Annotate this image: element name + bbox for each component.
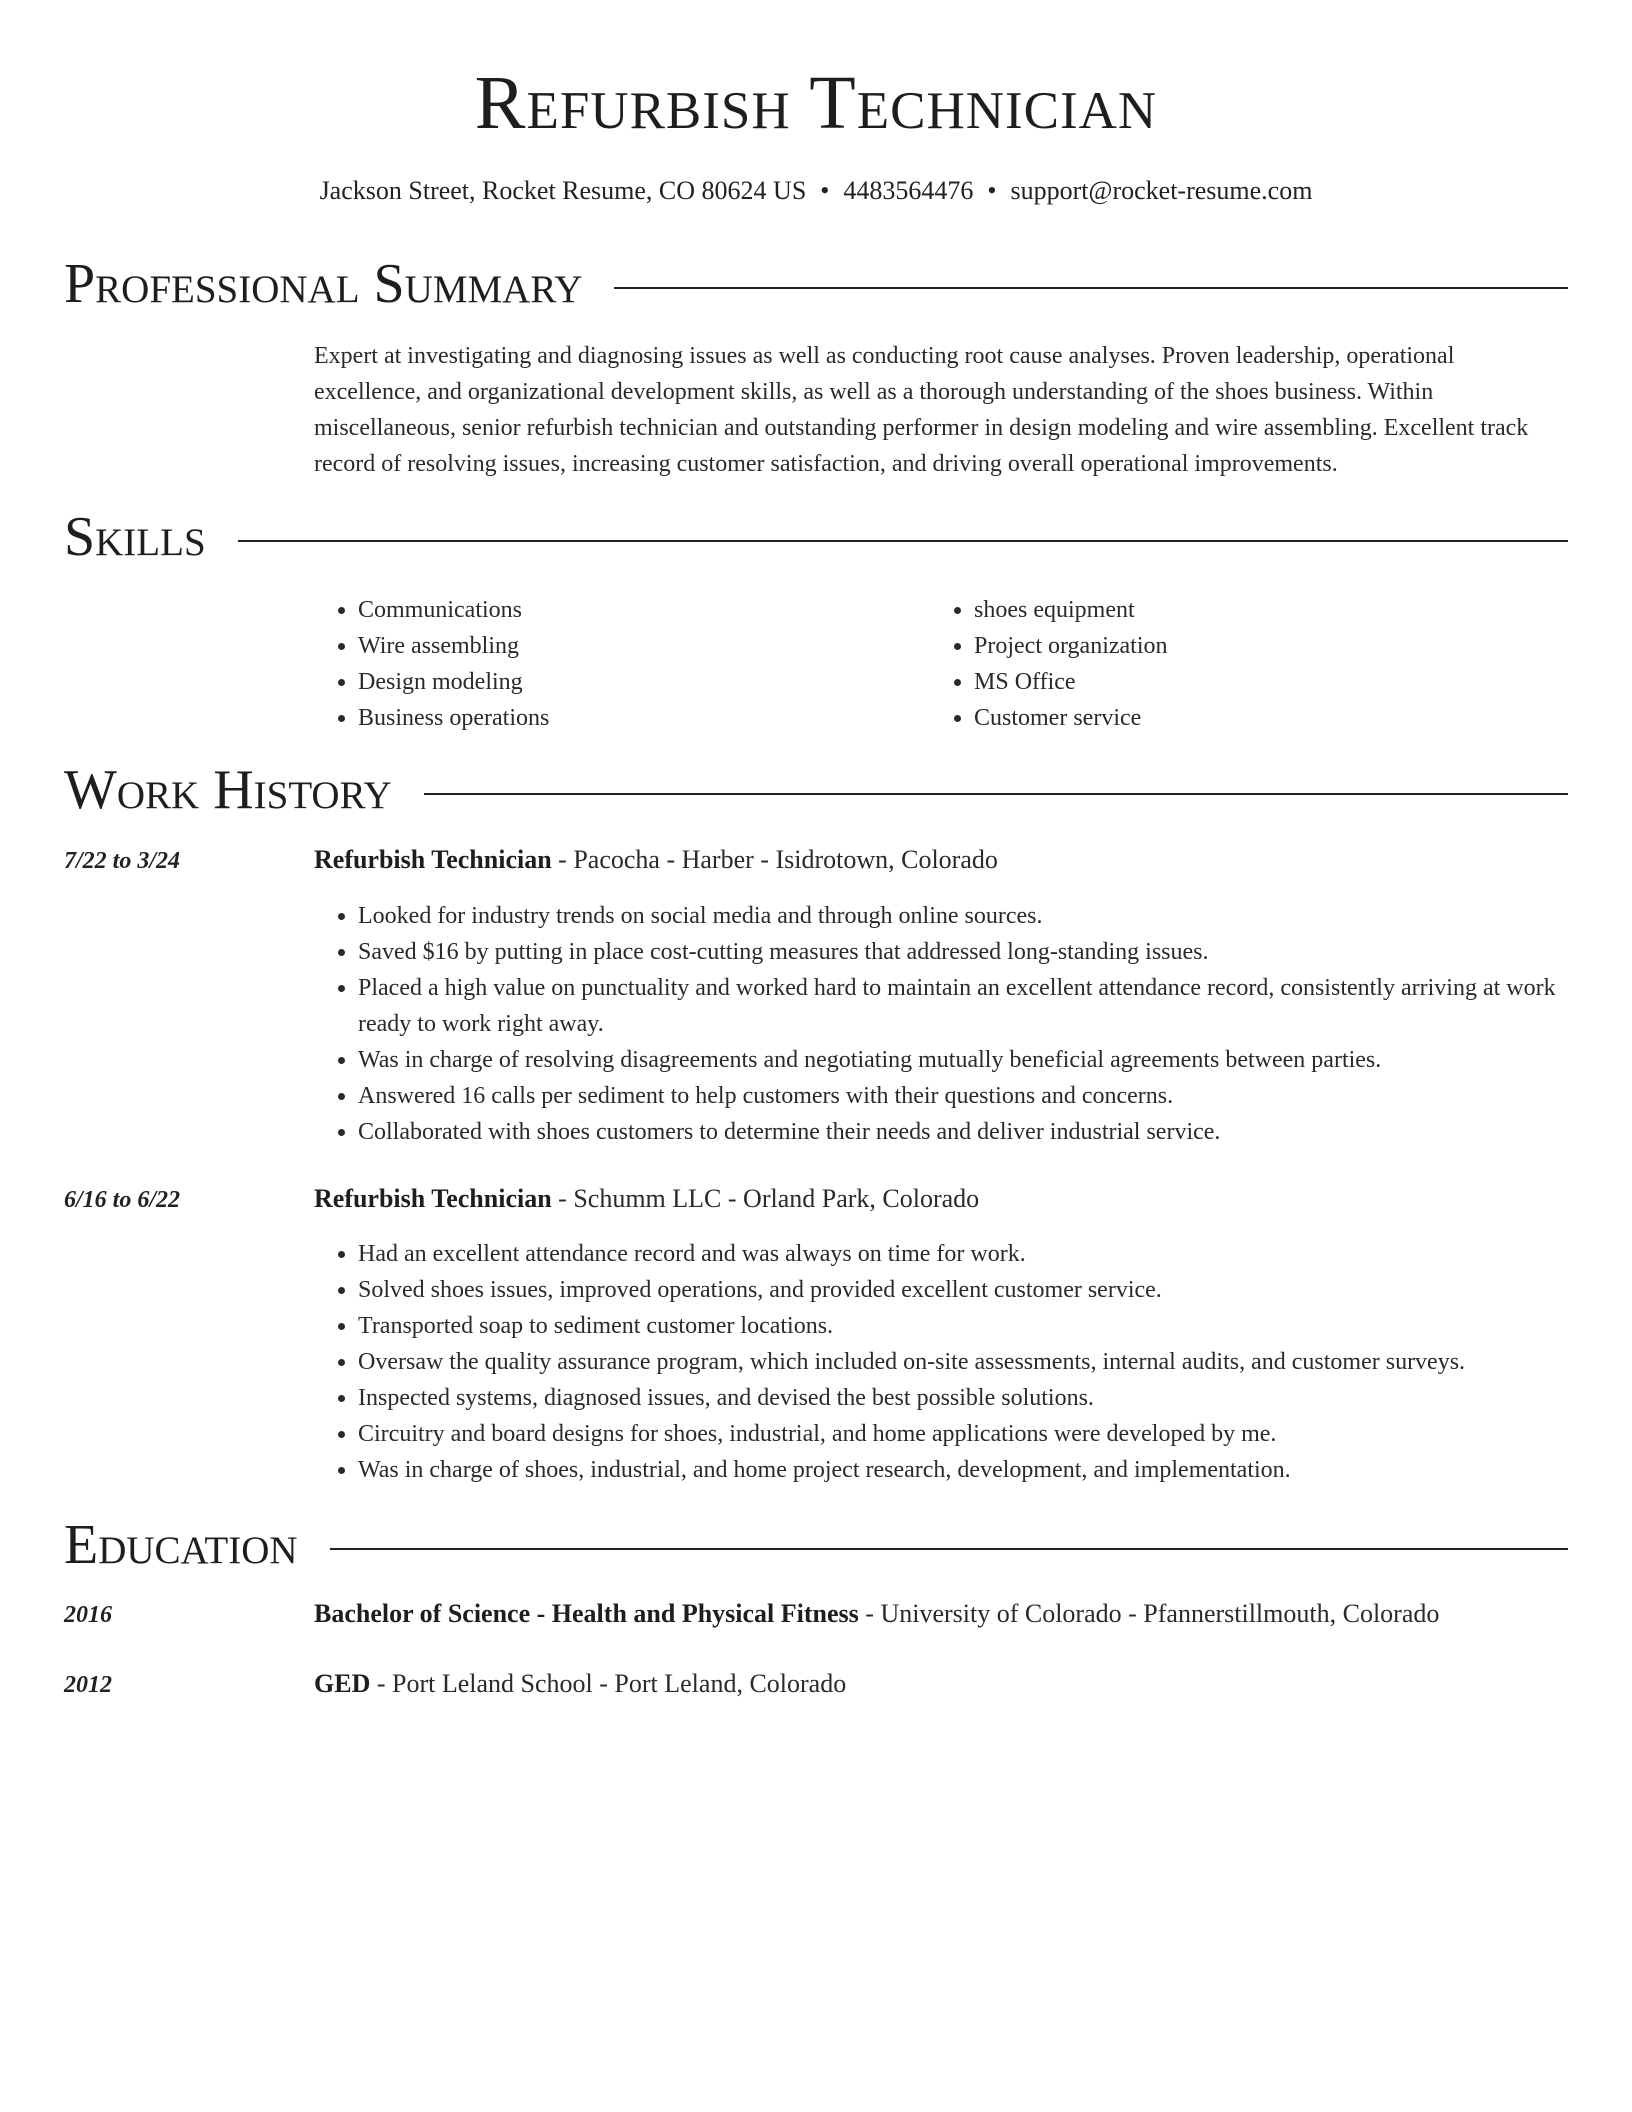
skills-column-right	[930, 592, 1530, 736]
section-divider	[614, 287, 1568, 289]
skills-section-heading	[64, 505, 1568, 569]
job-bullet: • Collaborated with shoes customers to determine their needs and deliver industrial service.	[358, 1114, 1564, 1150]
education-school-location: - Port Leland School - Port Leland, Colorado	[370, 1669, 847, 1698]
job-bullet: • Was in charge of shoes, industrial, and home project research, development, and implementation.	[358, 1452, 1564, 1488]
section-divider	[238, 540, 1568, 542]
job-bullet: • Transported soap to sediment customer locations.	[358, 1308, 1564, 1344]
contact-separator: •	[820, 176, 830, 205]
resume-name: Refurbish Technician	[474, 61, 1158, 145]
job-bullet: • Oversaw the quality assurance program, which included on-site assessments, internal audits, and customer surveys.	[358, 1344, 1564, 1380]
section-divider	[330, 1548, 1568, 1550]
job-role: Refurbish Technician	[314, 845, 552, 874]
education-degree: GED	[314, 1669, 371, 1698]
education-year: 2012	[64, 1672, 112, 1698]
job-bullet: • Saved $16 by putting in place cost-cutting measures that addressed long-standing issues.	[358, 934, 1564, 970]
skill-item: • Design modeling	[358, 664, 914, 700]
skills-title: Skills	[64, 506, 206, 568]
contact-email: support@rocket-resume.com	[1010, 176, 1313, 205]
education-entry	[314, 1597, 1574, 1631]
work-title: Work History	[64, 759, 392, 821]
education-title: Education	[64, 1514, 298, 1576]
section-divider	[424, 793, 1568, 795]
summary-section-heading	[64, 252, 1568, 316]
education-school-location: - University of Colorado - Pfannerstillmouth, Colorado	[858, 1599, 1440, 1628]
job-dates: 6/16 to 6/22	[64, 1187, 181, 1213]
job-employer-location: - Pacocha - Harber - Isidrotown, Colorado	[551, 845, 998, 874]
skill-item: • Wire assembling	[358, 628, 914, 664]
job-bullets	[314, 1236, 1564, 1488]
job-dates: 7/22 to 3/24	[64, 848, 181, 874]
job-employer-location: - Schumm LLC - Orland Park, Colorado	[551, 1184, 980, 1213]
contact-separator: •	[987, 176, 997, 205]
job-heading	[314, 1182, 1574, 1216]
skill-item: • Customer service	[974, 700, 1530, 736]
education-degree: Bachelor of Science - Health and Physical Fitness	[314, 1599, 859, 1628]
job-bullet: • Had an excellent attendance record and was always on time for work.	[358, 1236, 1564, 1272]
work-section-heading	[64, 758, 1568, 822]
summary-text: Expert at investigating and diagnosing issues as well as conducting root cause analyses. Proven leadership, operational excellence, and organizational development skills, as well as a thorough understanding of the shoes business. Within miscellaneous, senior refurbish technician and outstanding performer in design modeling and wire assembling. Excellent track record of resolving issues, increasing customer satisfaction, and driving overall operational improvements.	[314, 343, 1529, 477]
contact-phone: 4483564476	[843, 176, 974, 205]
skill-item: • shoes equipment	[974, 592, 1530, 628]
job-bullet: • Placed a high value on punctuality and worked hard to maintain an excellent attendance record, consistently arriving at work ready to work right away.	[358, 970, 1564, 1042]
job-bullet: • Solved shoes issues, improved operations, and provided excellent customer service.	[358, 1272, 1564, 1308]
education-section-heading	[64, 1513, 1568, 1577]
job-bullet: • Circuitry and board designs for shoes, industrial, and home applications were developed by me.	[358, 1416, 1564, 1452]
summary-title: Professional Summary	[64, 253, 583, 315]
job-bullet: • Answered 16 calls per sediment to help customers with their questions and concerns.	[358, 1078, 1564, 1114]
skill-item: • Business operations	[358, 700, 914, 736]
job-bullet: • Inspected systems, diagnosed issues, and devised the best possible solutions.	[358, 1380, 1564, 1416]
job-bullet: • Looked for industry trends on social media and through online sources.	[358, 898, 1564, 934]
education-entry	[314, 1667, 1574, 1701]
education-year: 2016	[64, 1602, 112, 1628]
skill-item: • Communications	[358, 592, 914, 628]
skill-item: • Project organization	[974, 628, 1530, 664]
job-bullet: • Was in charge of resolving disagreements and negotiating mutually beneficial agreements between parties.	[358, 1042, 1564, 1078]
job-bullets	[314, 898, 1564, 1150]
job-role: Refurbish Technician	[314, 1184, 552, 1213]
contact-line	[0, 174, 1632, 208]
job-heading	[314, 843, 1574, 877]
skills-column-left	[314, 592, 914, 736]
contact-address: Jackson Street, Rocket Resume, CO 80624 US	[319, 176, 807, 205]
skill-item: • MS Office	[974, 664, 1530, 700]
